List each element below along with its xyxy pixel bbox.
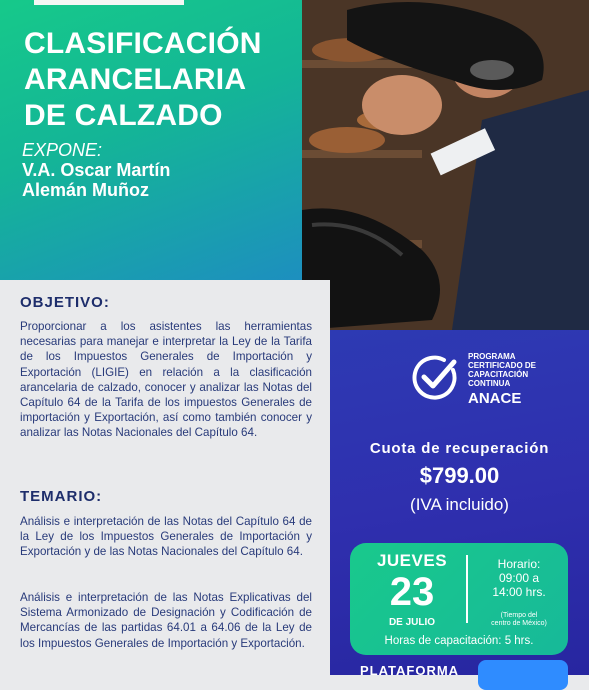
shoe-photo-illustration (302, 0, 589, 330)
top-strip (34, 0, 184, 5)
checkmark-circle-icon (410, 352, 460, 402)
objetivo-heading: OBJETIVO: (20, 294, 110, 311)
content-left (0, 280, 330, 675)
horario-line-3: 14:00 hrs. (492, 585, 546, 599)
program-badge (468, 352, 536, 408)
speaker-line-1: V.A. Oscar Martín (22, 160, 171, 180)
title-line-3: DE CALZADO (24, 99, 223, 132)
shoe-photo (302, 0, 589, 330)
hero-banner (0, 0, 302, 280)
divider (466, 555, 468, 623)
program-line-1: PROGRAMA (468, 352, 516, 361)
training-hours: Horas de capacitación: 5 hrs. (384, 635, 534, 647)
temario-item-2: Análisis e interpretación de las Notas Explicativas del Sistema Armonizado de Designación y Codificación de Mercancías de las partidas 64.01 a 64.06 de la Ley de los Impuestos Generales de Importación y Exportación. (20, 591, 312, 650)
day-number: 23 (389, 570, 435, 614)
temario-item-1: Análisis e interpretación de las Notas del Capítulo 64 de la Ley de los Impuestos Generales de Importación y Exportación y de las Notas Nacionales del Capítulo 64. (20, 515, 312, 559)
zoom-logo (478, 660, 568, 690)
weekday: JUEVES (376, 551, 448, 570)
tax-note: (IVA incluido) (410, 495, 509, 514)
speaker-line-2: Alemán Muñoz (22, 180, 150, 200)
title-line-2: ARANCELARIA (24, 63, 247, 96)
objetivo-text: Proporcionar a los asistentes las herramientas necesarias para manejar e interpretar la Ley de la Tarifa de los Impuestos Generales de Importación y Exportación (LIGIE) en relación a la clasificación arancelaria de calzado, conocer y analizar las Notas del Capítulo 64 de la Tarifa de los impuestos Generales de importación y Exportación, así como también conocer y analizar las Notas Nacionales del Capítulo 64. (20, 320, 312, 440)
cuota-label: Cuota de recuperación (369, 440, 550, 457)
info-panel (330, 330, 589, 678)
month: DE JULIO (388, 617, 436, 628)
horario (474, 557, 564, 599)
title-line-1: CLASIFICACIÓN (24, 27, 262, 60)
price: $799.00 (419, 463, 500, 488)
speaker-name (22, 160, 170, 200)
program-line-4: CONTINUA (468, 379, 511, 388)
program-line-3: CAPACITACIÓN (468, 370, 529, 379)
schedule-card (350, 543, 568, 655)
course-title (24, 26, 262, 134)
timezone-line-2: centro de México) (491, 620, 547, 627)
timezone-line-1: (Tiempo del (500, 612, 538, 619)
program-line-2: CERTIFICADO DE (468, 361, 536, 370)
horario-line-1: Horario: (497, 557, 541, 571)
temario-heading: TEMARIO: (20, 488, 103, 505)
horario-line-2: 09:00 a (498, 571, 540, 585)
expone-label: EXPONE: (22, 140, 103, 160)
platform-label: PLATAFORMA (360, 663, 460, 678)
program-name: ANACE (468, 390, 522, 407)
timezone-note (474, 612, 564, 628)
